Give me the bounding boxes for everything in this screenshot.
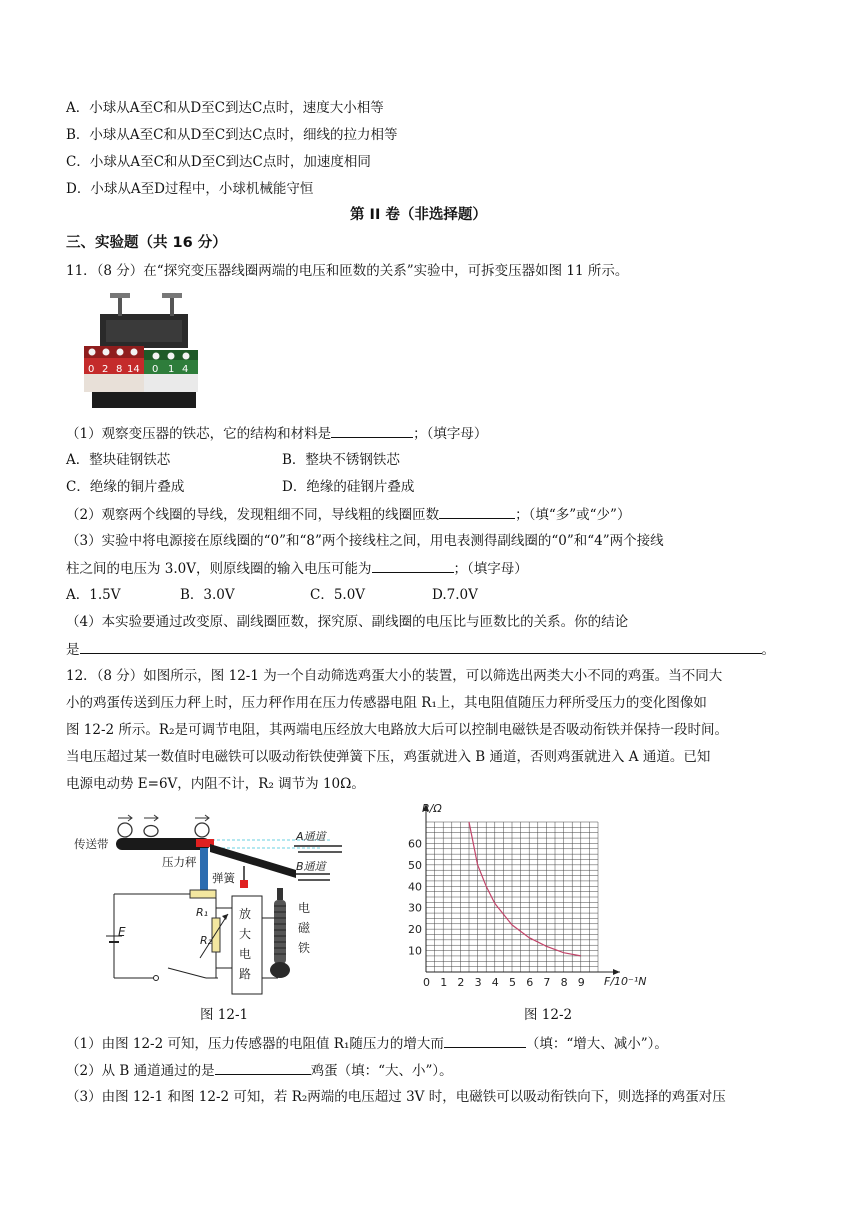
channel-b-label: B通道 xyxy=(296,860,326,873)
x-tick-label: 7 xyxy=(543,976,551,989)
x-tick-label: 0 xyxy=(423,976,430,989)
answer-blank[interactable] xyxy=(215,1061,311,1075)
x-tick-label: 5 xyxy=(509,976,516,989)
figure-12-1-caption: 图 12-1 xyxy=(200,1007,249,1023)
terminal-label-8: 8 xyxy=(116,364,123,375)
channel-a-label: A通道 xyxy=(296,830,326,843)
terminal-label-0: 0 xyxy=(88,364,95,375)
q10-option-b: B．小球从A至C和从D至C到达C点时，细线的拉力相等 xyxy=(66,127,398,143)
amp-char-3: 电 xyxy=(239,947,252,961)
q11-p3-option-b: B．3.0V xyxy=(180,587,235,603)
q11-stem: 11．（8 分）在“探究变压器线圈两端的电压和匝数的关系”实验中，可拆变压器如图 11 所示。 xyxy=(66,263,629,279)
x-tick-label: 9 xyxy=(577,976,585,989)
answer-blank[interactable] xyxy=(331,424,413,438)
y-tick-label: 20 xyxy=(408,923,422,937)
q11-part4-line2: 是 。 xyxy=(66,642,775,658)
x-tick-label: 2 xyxy=(457,976,465,989)
terminal-label-2: 2 xyxy=(102,364,109,375)
transformer-photo xyxy=(78,288,202,412)
q11-part2: （2）观察两个线圈的导线，发现粗细不同，导线粗的线圈匝数 ；（填“多”或“少”） xyxy=(66,507,631,523)
q10-option-d: D．小球从A至D过程中，小球机械能守恒 xyxy=(66,181,314,197)
y-tick-label: 40 xyxy=(408,880,422,894)
y-tick-label: 60 xyxy=(408,837,422,851)
spring-label: 弹簧 xyxy=(212,871,235,885)
figure-12-2-caption: 图 12-2 xyxy=(524,1007,573,1023)
amp-char-2: 大 xyxy=(239,927,252,941)
answer-blank[interactable] xyxy=(439,505,515,519)
q12-stem-5: 电源电动势 E=6V，内阻不计，R₂ 调节为 10Ω。 xyxy=(66,776,365,792)
r1-label: R₁ xyxy=(196,906,209,919)
x-axis-label: F/10⁻¹N xyxy=(604,975,647,988)
scale-label: 压力秤 xyxy=(162,855,197,869)
section-2-title: 第 II 卷（非选择题） xyxy=(350,207,487,223)
x-tick-label: 1 xyxy=(440,976,448,989)
y-tick-label: 30 xyxy=(408,901,422,915)
x-tick-label: 6 xyxy=(526,976,534,989)
amp-char-4: 路 xyxy=(239,967,252,981)
figure-12-1 xyxy=(72,808,362,1004)
answer-blank[interactable] xyxy=(372,559,454,573)
terminal-label-14: 14 xyxy=(127,364,140,375)
x-tick-label: 8 xyxy=(560,976,568,989)
q12-stem-3: 图 12-2 所示。R₂是可调节电阻，其两端电压经放大电路放大后可以控制电磁铁是否吸动衔铁并保持一段时间。 xyxy=(66,722,728,738)
q12-stem-2: 小的鸡蛋传送到压力秤上时，压力秤作用在压力传感器电阻 R₁上，其电阻值随压力秤所受压力的变化图像如 xyxy=(66,695,707,711)
q11-part4-line1: （4）本实验要通过改变原、副线圈匝数，探究原、副线圈的电压比与匝数比的关系。你的结论 xyxy=(66,614,629,630)
belt-label: 传送带 xyxy=(74,837,109,851)
section-3-title: 三、实验题（共 16 分） xyxy=(66,235,227,251)
q11-p3-option-d: D.7.0V xyxy=(432,587,478,603)
terminal-label-4: 4 xyxy=(182,364,189,375)
magnet-char-3: 铁 xyxy=(298,941,311,955)
q11-p1-option-b: B．整块不锈钢铁芯 xyxy=(282,452,400,468)
terminal-label-1: 1 xyxy=(168,364,175,375)
q11-part3-line1: （3）实验中将电源接在原线圈的“0”和“8”两个接线柱之间，用电表测得副线圈的“0”和“4”两个接线 xyxy=(66,533,664,549)
magnet-char-2: 磁 xyxy=(298,921,311,935)
e-label: E xyxy=(118,925,126,939)
q10-option-c: C．小球从A至C和从D至C到达C点时，加速度相同 xyxy=(66,154,371,170)
y-axis-label: R/Ω xyxy=(422,802,442,815)
q11-p3-option-a: A．1.5V xyxy=(66,587,121,603)
amp-char-1: 放 xyxy=(239,907,252,921)
q12-stem-1: 12．（8 分）如图所示，图 12-1 为一个自动筛选鸡蛋大小的装置，可以筛选出两类大小不同的鸡蛋。当不同大 xyxy=(66,668,723,684)
y-tick-label: 10 xyxy=(408,944,422,958)
x-tick-label: 4 xyxy=(491,976,499,989)
q11-p1-option-a: A．整块硅钢铁芯 xyxy=(66,452,171,468)
q11-part3-line2: 柱之间的电压为 3.0V，则原线圈的输入电压可能为 ；（填字母） xyxy=(66,561,528,577)
figure-12-2-chart xyxy=(400,800,670,1000)
r2-label: R₂ xyxy=(200,934,213,947)
answer-blank[interactable] xyxy=(80,640,762,654)
q11-part1: （1）观察变压器的铁芯，它的结构和材料是 ；（填字母） xyxy=(66,426,488,442)
y-tick-label: 50 xyxy=(408,858,422,872)
magnet-char-1: 电 xyxy=(298,901,311,915)
q12-part1: （1）由图 12-2 可知，压力传感器的电阻值 R₁随压力的增大而 （填：“增大、减小”）。 xyxy=(66,1036,668,1052)
q11-p1-option-d: D．绝缘的硅钢片叠成 xyxy=(282,479,415,495)
q12-stem-4: 当电压超过某一数值时电磁铁可以吸动衔铁使弹簧下压，鸡蛋就进入 B 通道，否则鸡蛋就进入 A 通道。已知 xyxy=(66,749,711,765)
terminal-label-0b: 0 xyxy=(152,364,159,375)
q11-p1-option-c: C．绝缘的铜片叠成 xyxy=(66,479,185,495)
q12-part3: （3）由图 12-1 和图 12-2 可知，若 R₂两端的电压超过 3V 时，电磁铁可以吸动衔铁向下，则选择的鸡蛋对压 xyxy=(66,1089,726,1105)
x-tick-label: 3 xyxy=(474,976,482,989)
q12-part2: （2）从 B 通道通过的是 鸡蛋（填：“大、小”）。 xyxy=(66,1063,453,1079)
q10-option-a: A．小球从A至C和从D至C到达C点时，速度大小相等 xyxy=(66,100,384,116)
q11-p3-option-c: C．5.0V xyxy=(310,587,366,603)
answer-blank[interactable] xyxy=(444,1034,526,1048)
r-vs-f-curve xyxy=(469,822,581,956)
